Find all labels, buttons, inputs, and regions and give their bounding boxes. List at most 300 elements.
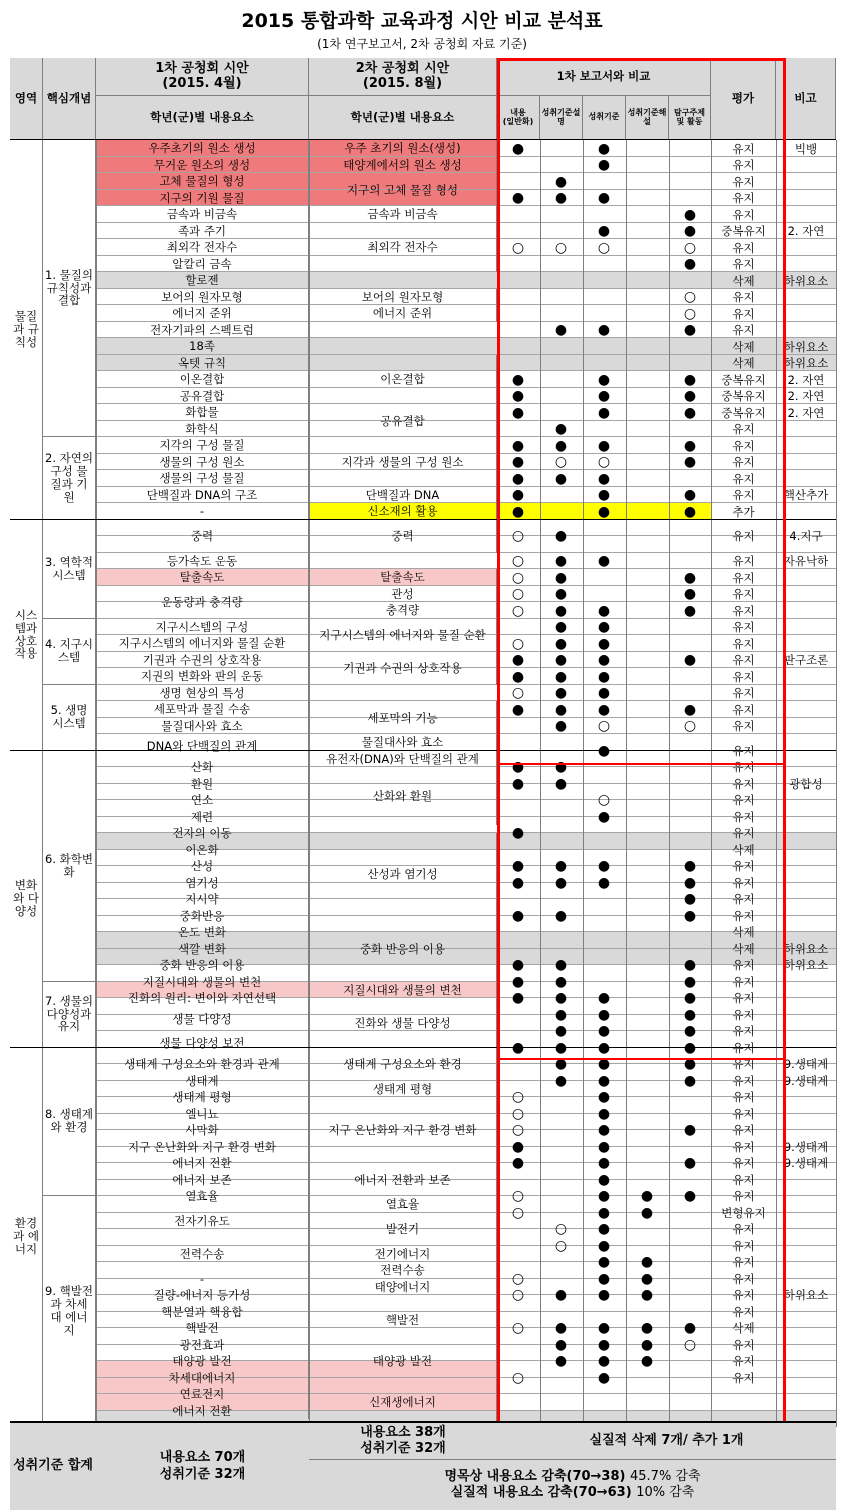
empty-circle-icon: ○	[683, 289, 697, 305]
remark-cell: 하위요소	[783, 356, 829, 370]
first-draft-item: 전자기유도	[96, 1204, 309, 1237]
evaluation-cell: 유지	[732, 587, 755, 601]
header-second-draft: 2차 공청회 시안 (2015. 8월)	[309, 58, 497, 96]
second-draft-item: 산성과 염기성	[309, 833, 497, 916]
header-comp-standard-desc: 성취기준설명	[540, 96, 583, 140]
filled-circle-icon: ●	[683, 404, 697, 421]
empty-circle-icon: ○	[511, 635, 525, 652]
first-draft-item: 생물 다양성	[96, 1006, 309, 1031]
section-divider	[10, 139, 836, 140]
evaluation-cell: 유지	[732, 620, 755, 634]
filled-circle-icon: ●	[511, 858, 525, 875]
filled-circle-icon: ●	[511, 1039, 525, 1056]
second-draft-item: 에너지 전환과 보존	[309, 1163, 497, 1196]
first-draft-item: 색깔 변화	[96, 940, 309, 957]
remark-cell: 2. 자연	[787, 372, 825, 387]
evaluation-cell: 추가	[732, 504, 755, 519]
first-draft-item: 산화	[96, 759, 309, 776]
footer-first-total: 내용요소 70개 성취기준 32개	[96, 1421, 309, 1510]
remark-cell: 하위요소	[783, 1288, 829, 1303]
first-draft-item: 연료전지	[96, 1386, 309, 1403]
filled-circle-icon: ●	[554, 586, 568, 602]
first-draft-item: 18족	[96, 338, 309, 355]
filled-circle-icon: ●	[597, 652, 611, 668]
first-draft-item: 에너지 전환	[96, 1402, 309, 1419]
evaluation-cell: 유지	[732, 603, 755, 618]
empty-circle-icon: ○	[511, 1122, 525, 1139]
empty-circle-icon: ○	[511, 528, 525, 545]
evaluation-cell: 유지	[732, 1222, 755, 1237]
concept-cell: 9. 핵발전과 차세대 에너지	[43, 1196, 96, 1427]
filled-circle-icon: ●	[683, 990, 697, 1007]
filled-circle-icon: ●	[597, 322, 611, 338]
empty-circle-icon: ○	[554, 239, 568, 256]
second-draft-item: 생태계 평형	[309, 1081, 497, 1098]
first-draft-item: 에너지 전환	[96, 1155, 309, 1172]
header-second-content: 학년(군)별 내용요소	[309, 96, 497, 140]
first-draft-item: 화합물	[96, 404, 309, 421]
evaluation-cell: 유지	[732, 793, 755, 808]
empty-circle-icon: ○	[511, 1204, 525, 1221]
filled-circle-icon: ●	[640, 1204, 654, 1221]
filled-circle-icon: ●	[597, 874, 611, 891]
filled-circle-icon: ●	[554, 619, 568, 635]
filled-circle-icon: ●	[554, 1072, 568, 1089]
first-draft-item: 지시약	[96, 891, 309, 908]
filled-circle-icon: ●	[554, 569, 568, 586]
first-draft-item: 공유결합	[96, 388, 309, 405]
first-draft-item: 무거운 원소의 생성	[96, 157, 309, 174]
filled-circle-icon: ●	[683, 569, 697, 586]
remark-cell: 광합성	[789, 776, 823, 791]
first-draft-item: DNA와 단백질의 관계	[96, 734, 309, 759]
footer-second-total: 내용요소 38개 성취기준 32개	[309, 1421, 497, 1459]
filled-circle-icon: ●	[554, 1006, 568, 1023]
evaluation-cell: 삭제	[732, 1321, 755, 1336]
header-remarks: 비고	[776, 58, 836, 140]
remark-cell: 빅뱅	[794, 141, 818, 156]
evaluation-cell: 유지	[732, 554, 755, 568]
first-draft-item: 중화반응	[96, 907, 309, 924]
first-draft-item: 생명 현상의 특성	[96, 685, 309, 702]
area-cell: 시스템과 상호작용	[10, 520, 43, 751]
filled-circle-icon: ●	[683, 437, 697, 454]
filled-circle-icon: ●	[554, 635, 568, 652]
remark-cell: 9.생태계	[783, 1139, 829, 1154]
first-draft-item: 생태계	[96, 1072, 309, 1089]
empty-circle-icon: ○	[511, 1188, 525, 1205]
second-draft-item: 전기에너지	[309, 1246, 497, 1263]
filled-circle-icon: ●	[554, 1039, 568, 1056]
first-draft-item: 탈출속도	[96, 569, 309, 586]
filled-circle-icon: ●	[554, 470, 568, 487]
footer-summary: 명목상 내용요소 감축(70→38) 45.7% 감축 실질적 내용요소 감축(70→63) 10% 감축	[309, 1459, 836, 1510]
evaluation-cell: 유지	[732, 158, 755, 172]
first-draft-item: -	[96, 1270, 309, 1287]
filled-circle-icon: ●	[683, 891, 697, 908]
concept-cell: 8. 생태계와 환경	[43, 1048, 96, 1197]
empty-circle-icon: ○	[511, 553, 525, 569]
filled-circle-icon: ●	[554, 759, 568, 776]
first-draft-item: 전력수송	[96, 1237, 309, 1270]
evaluation-cell: 유지	[732, 636, 755, 651]
first-draft-item: 지구의 기원 물질	[96, 190, 309, 207]
empty-circle-icon: ○	[597, 239, 611, 256]
header-comp-content: 내용 (일반화)	[497, 96, 540, 140]
second-draft-item: 단백질과 DNA	[309, 487, 497, 504]
first-draft-item: 이온화	[96, 841, 309, 858]
evaluation-cell: 유지	[732, 1073, 755, 1088]
evaluation-cell: 유지	[732, 1123, 755, 1138]
filled-circle-icon: ●	[597, 1336, 611, 1353]
column-line	[836, 140, 837, 1427]
evaluation-cell: 유지	[732, 875, 755, 890]
concept-cell: 2. 자연의 구성 물질과 기원	[43, 437, 96, 520]
remark-cell: 9.생태계	[783, 1156, 829, 1171]
header-first-content: 학년(군)별 내용요소	[96, 96, 309, 140]
second-draft-item: 탈출속도	[309, 569, 497, 586]
filled-circle-icon: ●	[597, 553, 611, 569]
empty-circle-icon: ○	[511, 685, 525, 701]
second-draft-item: 보어의 원자모형	[309, 289, 497, 306]
filled-circle-icon: ●	[640, 1287, 654, 1304]
filled-circle-icon: ●	[554, 701, 568, 718]
filled-circle-icon: ●	[554, 668, 568, 685]
evaluation-cell: 유지	[732, 1139, 755, 1154]
evaluation-cell: 유지	[732, 488, 755, 502]
filled-circle-icon: ●	[597, 685, 611, 701]
first-draft-item: 등가속도 운동	[96, 553, 309, 570]
first-draft-item: 기권과 수권의 상호작용	[96, 652, 309, 669]
filled-circle-icon: ●	[511, 973, 525, 990]
header-comp-standard: 성취기준	[583, 96, 626, 140]
filled-circle-icon: ●	[597, 404, 611, 421]
first-draft-item: 금속과 비금속	[96, 206, 309, 223]
filled-circle-icon: ●	[683, 1122, 697, 1139]
filled-circle-icon: ●	[683, 858, 697, 875]
evaluation-cell: 유지	[732, 686, 755, 700]
filled-circle-icon: ●	[511, 404, 525, 421]
filled-circle-icon: ●	[554, 1056, 568, 1073]
filled-circle-icon: ●	[683, 322, 697, 338]
filled-circle-icon: ●	[511, 371, 525, 388]
empty-circle-icon: ○	[511, 602, 525, 619]
empty-circle-icon: ○	[683, 239, 697, 256]
header-comp-inquiry: 탐구주제 및 활동	[669, 96, 711, 140]
first-draft-item: 화학식	[96, 421, 309, 438]
filled-circle-icon: ●	[597, 1039, 611, 1056]
section-divider	[10, 519, 836, 520]
first-draft-item: 사막화	[96, 1122, 309, 1139]
filled-circle-icon: ●	[640, 1254, 654, 1271]
first-draft-item: 열효율	[96, 1188, 309, 1205]
second-draft-item: 지질시대와 생물의 변천	[309, 982, 497, 999]
empty-circle-icon: ○	[597, 792, 611, 809]
footer-actual-change: 실질적 삭제 7개/ 추가 1개	[497, 1421, 836, 1459]
filled-circle-icon: ●	[640, 1188, 654, 1205]
remark-cell: 2. 자연	[787, 405, 825, 420]
empty-circle-icon: ○	[597, 718, 611, 734]
filled-circle-icon: ●	[597, 1237, 611, 1254]
section-divider	[10, 1047, 836, 1048]
evaluation-cell: 유지	[732, 760, 755, 775]
filled-circle-icon: ●	[511, 825, 525, 842]
empty-circle-icon: ○	[683, 718, 697, 734]
first-draft-item: 중화 반응의 이용	[96, 957, 309, 974]
first-draft-item: 차세대에너지	[96, 1369, 309, 1386]
remark-cell: 하위요소	[783, 941, 829, 956]
filled-circle-icon: ●	[554, 775, 568, 792]
area-cell: 변화와 다양성	[10, 751, 43, 1048]
empty-circle-icon: ○	[511, 1105, 525, 1122]
first-draft-item: 광전효과	[96, 1336, 309, 1353]
remark-cell: 2. 자연	[787, 224, 825, 238]
filled-circle-icon: ●	[597, 140, 611, 157]
evaluation-cell: 유지	[732, 1255, 755, 1270]
filled-circle-icon: ●	[597, 1204, 611, 1221]
second-draft-item: 세포막의 기능	[309, 701, 497, 734]
evaluation-cell: 유지	[732, 1172, 755, 1187]
filled-circle-icon: ●	[597, 701, 611, 718]
remark-cell: 하위요소	[783, 273, 829, 288]
first-draft-item: 질량-에너지 등가성	[96, 1287, 309, 1304]
first-draft-item: 지각의 구성 물질	[96, 437, 309, 454]
second-draft-item: 기권과 수권의 상호작용	[309, 652, 497, 685]
column-line	[626, 140, 627, 1427]
filled-circle-icon: ●	[683, 973, 697, 990]
filled-circle-icon: ●	[597, 1353, 611, 1370]
first-draft-item: 운동량과 충격량	[96, 586, 309, 619]
filled-circle-icon: ●	[597, 1320, 611, 1337]
first-draft-item: 옥텟 규칙	[96, 355, 309, 372]
second-draft-item: 우주 초기의 원소(생성)	[309, 140, 497, 157]
filled-circle-icon: ●	[683, 487, 697, 503]
filled-circle-icon: ●	[597, 190, 611, 206]
second-draft-item: 진화와 생물 다양성	[309, 998, 497, 1048]
header-area: 영역	[10, 58, 43, 140]
filled-circle-icon: ●	[597, 437, 611, 454]
evaluation-cell: 유지	[732, 191, 755, 205]
filled-circle-icon: ●	[554, 528, 568, 545]
filled-circle-icon: ●	[597, 1171, 611, 1188]
filled-circle-icon: ●	[597, 1089, 611, 1106]
area-cell: 환경과 에너지	[10, 1048, 43, 1428]
filled-circle-icon: ●	[554, 190, 568, 206]
evaluation-cell: 유지	[732, 1189, 755, 1204]
filled-circle-icon: ●	[554, 718, 568, 734]
filled-circle-icon: ●	[640, 1320, 654, 1337]
first-draft-item: 세포막과 물질 수송	[96, 701, 309, 718]
evaluation-cell: 삭제	[732, 941, 755, 956]
filled-circle-icon: ●	[554, 602, 568, 619]
concept-cell: 6. 화학변화	[43, 751, 96, 982]
footer-label: 성취기준 합계	[10, 1421, 96, 1510]
second-draft-item: 물질대사와 효소	[309, 734, 497, 751]
filled-circle-icon: ●	[597, 602, 611, 619]
column-line	[583, 140, 584, 1427]
header-comparison: 1차 보고서와 비교	[497, 58, 711, 96]
filled-circle-icon: ●	[683, 652, 697, 668]
evaluation-cell: 유지	[732, 809, 755, 824]
second-draft-item: 이온결합	[309, 355, 497, 405]
first-draft-item: 지구 온난화와 지구 환경 변화	[96, 1138, 309, 1155]
filled-circle-icon: ●	[683, 1188, 697, 1205]
filled-circle-icon: ●	[683, 256, 697, 272]
empty-circle-icon: ○	[554, 454, 568, 470]
header-first-draft: 1차 공청회 시안 (2015. 4월)	[96, 58, 309, 96]
evaluation-cell: 유지	[732, 669, 755, 684]
evaluation-cell: 삭제	[732, 273, 755, 288]
evaluation-cell: 유지	[732, 455, 755, 469]
first-draft-item: 중력	[96, 520, 309, 553]
empty-circle-icon: ○	[511, 239, 525, 256]
filled-circle-icon: ●	[597, 1072, 611, 1089]
second-draft-item: 관성	[309, 586, 497, 603]
filled-circle-icon: ●	[554, 874, 568, 891]
filled-circle-icon: ●	[511, 388, 525, 404]
filled-circle-icon: ●	[683, 1056, 697, 1073]
first-draft-item: 지질시대와 생물의 변천	[96, 973, 309, 990]
filled-circle-icon: ●	[511, 775, 525, 792]
evaluation-cell: 유지	[732, 422, 755, 436]
concept-cell: 7. 생물의 다양성과 유지	[43, 982, 96, 1048]
first-draft-item: 우주초기의 원소 생성	[96, 140, 309, 157]
evaluation-cell: 유지	[732, 1238, 755, 1253]
second-draft-item: 태양계에서의 원소 생성	[309, 157, 497, 174]
column-line	[540, 140, 541, 1427]
filled-circle-icon: ●	[683, 586, 697, 602]
first-draft-item: 환원	[96, 775, 309, 792]
filled-circle-icon: ●	[597, 1188, 611, 1205]
first-draft-item: 생물 다양성 보전	[96, 1031, 309, 1056]
empty-circle-icon: ○	[511, 1369, 525, 1386]
filled-circle-icon: ●	[597, 858, 611, 875]
first-draft-item: 엘니뇨	[96, 1105, 309, 1122]
remark-cell: 하위요소	[783, 958, 829, 973]
filled-circle-icon: ●	[554, 907, 568, 924]
evaluation-cell: 유지	[732, 776, 755, 791]
evaluation-cell: 중복유지	[721, 372, 766, 387]
evaluation-cell: 유지	[732, 958, 755, 973]
filled-circle-icon: ●	[640, 1336, 654, 1353]
filled-circle-icon: ●	[554, 973, 568, 990]
empty-circle-icon: ○	[511, 586, 525, 602]
second-draft-item: 핵발전	[309, 1295, 497, 1345]
second-draft-item: 산화와 환원	[309, 767, 497, 825]
remark-cell: 2. 자연	[787, 389, 825, 403]
filled-circle-icon: ●	[554, 421, 568, 437]
first-draft-item: 제련	[96, 808, 309, 825]
column-line	[497, 140, 498, 1427]
filled-circle-icon: ●	[597, 808, 611, 825]
filled-circle-icon: ●	[511, 1155, 525, 1172]
evaluation-cell: 유지	[732, 438, 755, 453]
evaluation-cell: 변형유지	[721, 1205, 766, 1220]
first-draft-item: -	[96, 503, 309, 520]
evaluation-cell: 유지	[732, 306, 755, 321]
evaluation-cell: 유지	[732, 290, 755, 304]
first-draft-item: 온도 변화	[96, 924, 309, 941]
remark-cell: 하위요소	[783, 339, 829, 354]
concept-cell: 5. 생명 시스템	[43, 685, 96, 751]
second-draft-item: 발전기	[309, 1213, 497, 1246]
filled-circle-icon: ●	[640, 1353, 654, 1370]
evaluation-cell: 삭제	[732, 356, 755, 370]
filled-circle-icon: ●	[683, 454, 697, 470]
filled-circle-icon: ●	[683, 371, 697, 388]
evaluation-cell: 중복유지	[721, 405, 766, 420]
evaluation-cell: 유지	[732, 141, 755, 156]
filled-circle-icon: ●	[554, 553, 568, 569]
filled-circle-icon: ●	[511, 668, 525, 685]
filled-circle-icon: ●	[511, 470, 525, 487]
evaluation-cell: 유지	[732, 1090, 755, 1105]
filled-circle-icon: ●	[597, 1006, 611, 1023]
first-draft-item: 이온결합	[96, 371, 309, 388]
second-draft-item: 금속과 비금속	[309, 206, 497, 223]
second-draft-item: 충격량	[309, 602, 497, 619]
evaluation-cell: 유지	[732, 529, 755, 544]
empty-circle-icon: ○	[511, 1320, 525, 1337]
filled-circle-icon: ●	[597, 157, 611, 173]
remark-cell: 핵산추가	[783, 488, 829, 502]
header-comp-standard-expl: 성취기준해설	[626, 96, 669, 140]
first-draft-item: 생물의 구성 물질	[96, 470, 309, 487]
empty-circle-icon: ○	[554, 1221, 568, 1238]
evaluation-cell: 유지	[732, 826, 755, 841]
filled-circle-icon: ●	[554, 1336, 568, 1353]
first-draft-item: 연소	[96, 792, 309, 809]
filled-circle-icon: ●	[554, 1023, 568, 1040]
filled-circle-icon: ●	[597, 619, 611, 635]
filled-circle-icon: ●	[597, 487, 611, 503]
second-draft-item: 중화 반응의 이용	[309, 916, 497, 982]
evaluation-cell: 유지	[732, 1007, 755, 1022]
first-draft-item: 생태계 평형	[96, 1089, 309, 1106]
first-draft-item: 핵발전	[96, 1320, 309, 1337]
first-draft-item: 전자의 이동	[96, 825, 309, 842]
filled-circle-icon: ●	[511, 454, 525, 470]
filled-circle-icon: ●	[554, 437, 568, 454]
evaluation-cell: 중복유지	[721, 224, 766, 238]
second-draft-item: 전력수송	[309, 1262, 497, 1279]
evaluation-cell: 유지	[732, 323, 755, 337]
evaluation-cell: 유지	[732, 1106, 755, 1121]
first-draft-item: 할로젠	[96, 272, 309, 289]
column-line	[669, 140, 670, 1427]
comparison-table	[10, 58, 836, 1510]
filled-circle-icon: ●	[683, 1039, 697, 1056]
empty-circle-icon: ○	[511, 1270, 525, 1287]
remark-cell: 4.지구	[789, 529, 823, 544]
second-draft-item: 지구의 고체 물질 형성	[309, 173, 497, 206]
first-draft-item: 생물의 구성 원소	[96, 454, 309, 471]
filled-circle-icon: ●	[683, 1072, 697, 1089]
second-draft-item: 태양광 발전	[309, 1345, 497, 1378]
concept-cell: 3. 역학적 시스템	[43, 520, 96, 619]
second-draft-item: 태양에너지	[309, 1279, 497, 1296]
header-concept: 핵심개념	[43, 58, 96, 140]
second-draft-item: 생태계 구성요소와 환경	[309, 1048, 497, 1081]
filled-circle-icon: ●	[511, 437, 525, 454]
first-draft-item: 에너지 준위	[96, 305, 309, 322]
filled-circle-icon: ●	[554, 1287, 568, 1304]
filled-circle-icon: ●	[683, 223, 697, 239]
evaluation-cell: 유지	[732, 974, 755, 989]
filled-circle-icon: ●	[683, 907, 697, 924]
second-draft-item: 신재생에너지	[309, 1378, 497, 1428]
first-draft-item: 고체 물질의 형성	[96, 173, 309, 190]
